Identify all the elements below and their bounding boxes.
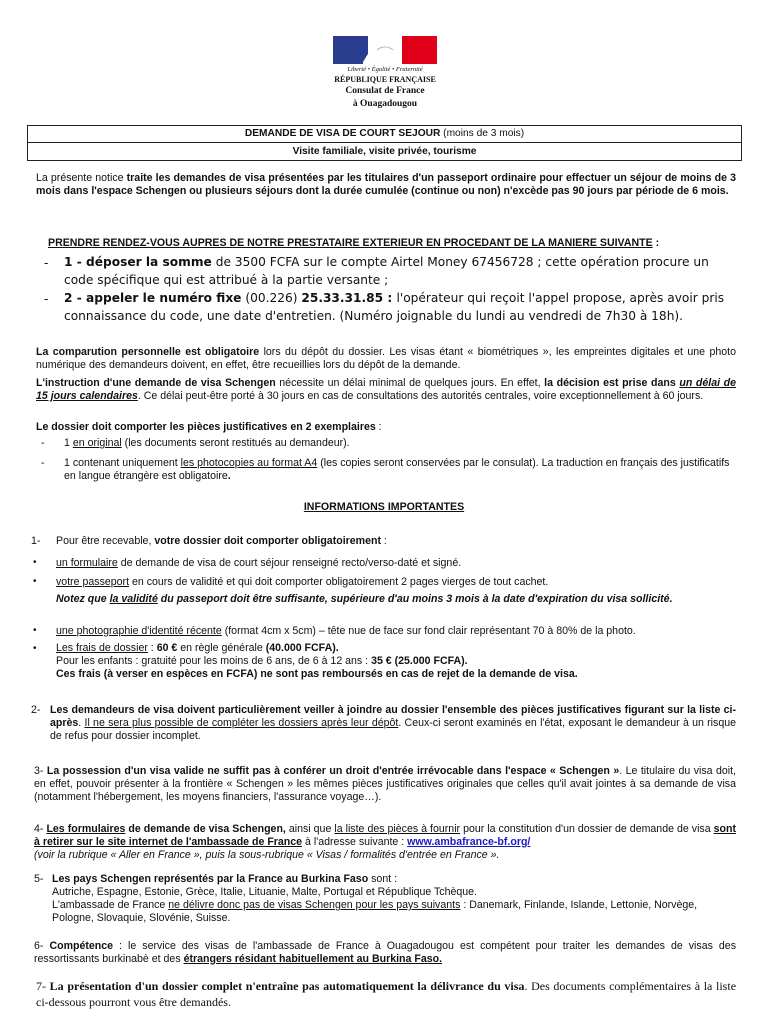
consulate-city: à Ouagadougou [352,99,418,109]
bullet-icon: • [33,576,37,587]
passport-validity-note: Notez que la validité du passeport doit être suffisante, supérieure d'au moins 3 mois à la date d'expiration du visa sollicité. [56,593,673,605]
photo-requirement: une photographie d'identité récente (format 4cm x 5cm) – tête nue de face sur fond clair représentant 70 à 80% de la photo. [56,625,636,637]
appointment-step-1: 1 - déposer la somme de 3500 FCFA sur le compte Airtel Money 67456728 ; cette opération procure un code spécifique qui est attribué à la partie versante ; [64,255,709,288]
dash-bullet: - [44,256,49,270]
copies-heading: Le dossier doit comporter les pièces justificatives en 2 exemplaires : [36,421,382,433]
visa-duration: (moins de 3 mois) [440,128,525,139]
consulate-name: Consulat de France [345,86,425,96]
processing-delay-paragraph: L'instruction d'une demande de visa Schengen nécessite un délai minimal de quelques jours. En effet, la décision est prise dans un délai de 15 jours calendaires. Ce délai peut-être porté à 30 jours en cas de consultations des autorités centrales, voire exceptionnellement à 60 jours. [36,377,736,402]
bullet-icon: • [33,625,37,636]
item-2-text: Les demandeurs de visa doivent particulièrement veiller à joindre au dossier l'ensemble des pièces justificatives figurant sur la liste ci-après. Il ne sera plus possible de compléter les dossiers après leur dépôt. Ceux-ci seront examinés en l'état, exposant le demandeur à un risque de refus pour dossier incomplet. [50,704,737,742]
intro-paragraph: La présente notice traite les demandes de visa présentées par les titulaires d'un passeport ordinaire pour effectuer un séjour de moins de 3 mois dans l'espace Schengen ou plusieurs séjours dont la durée cumulée (continue ou non) n'excède pas 90 jours par période de 6 mois. [36,172,737,197]
item-7-text: 7- La présentation d'un dossier complet n'entraîne pas automatiquement la délivrance du visa. Des documents complémentaires à la liste ci-dessous pourront vous être demandés. [36,979,737,1009]
appointment-heading: PRENDRE RENDEZ-VOUS AUPRES DE NOTRE PRESTATAIRE EXTERIEUR EN PROCEDANT DE LA MANIERE SUIVANTE : [48,237,660,249]
ambassy-website-link[interactable]: www.ambafrance-bf.org/ [407,835,531,848]
item-number-6: 6- [34,940,44,952]
title-box [27,125,742,161]
visa-type-title: DEMANDE DE VISA DE COURT SEJOUR [244,128,441,139]
form-requirement: un formulaire de demande de visa de court séjour renseigné recto/verso-daté et signé. [56,557,462,569]
photocopy-item: 1 contenant uniquement les photocopies au format A4 (les copies seront conservées par le consulat). La traduction en français des justificatifs en langue étrangère est obligatoire. [64,457,730,482]
item-3-text: 3- La possession d'un visa valide ne suffit pas à conférer un droit d'entrée irrévocable dans l'espace « Schengen ». Le titulaire du visa doit, en effet, pouvoir présenter à la frontière « Schengen » les mêmes pièces justificatives originales que celles qu'il avait jointes à sa demande de visa (notamment l'hébergement, les moyens financiers, l'assurance voyage…). [34,765,736,803]
dash-bullet: - [44,292,49,306]
visa-purpose: Visite familiale, visite privée, tourisme [292,146,477,157]
excluded-countries: L'ambassade de France ne délivre donc pas de visas Schengen pour les pays suivants : Danemark, Finlande, Islande, Lettonie, Norvège, Pologne, Slovaquie, Slovénie, Suisse. [52,899,698,924]
item-1-text: Pour être recevable, votre dossier doit comporter obligatoirement : [56,535,387,547]
schengen-countries: Autriche, Espagne, Estonie, Grèce, Italie, Lituanie, Malte, Portugal et République Tchèque. [52,886,477,898]
personal-appearance-paragraph: La comparution personnelle est obligatoire lors du dépôt du dossier. Les visas étant « biométriques », les empreintes digitales et une photo numérique des demandeurs doivent, en effet, être recueillies lors du dépôt de la demande. [36,346,736,371]
republic-name: RÉPUBLIQUE FRANÇAISE [334,75,436,84]
original-copy-item: 1 en original (les documents seront restitués au demandeur). [64,437,350,449]
item-number-3: 3- [34,765,44,777]
bullet-icon: • [33,643,37,654]
item-number-1: 1- [31,535,41,547]
item-number-2: 2- [31,704,41,716]
passport-requirement: votre passeport en cours de validité et qui doit comporter obligatoirement 2 pages vierges de tout cachet. [56,576,549,588]
dash-bullet: - [41,437,45,449]
important-info-heading: INFORMATIONS IMPORTANTES [303,501,465,513]
appointment-step-2: 2 - appeler le numéro fixe (00.226) 25.33.31.85 : l'opérateur qui reçoit l'appel propose, après avoir pris connaissance du code, une date d'entretien. (Numéro joignable du lundi au vendredi de 7h30 à 18h). [64,291,725,324]
marianne-flag-icon [333,36,437,64]
item-6-text: 6- Compétence : le service des visas de l'ambassade de France à Ouagadougou est compétent pour traiter les demandes de visas des ressortissants burkinabè et des étrangers résidant habituellement au Burkina Faso. [34,940,736,965]
item-4-text: 4- Les formulaires de demande de visa Schengen, ainsi que la liste des pièces à fournir pour la constitution d'un dossier de demande de visa sont à retirer sur le site internet de l'ambassade de France à l'adresse suivante : www.ambafrance-bf.org/ (voir la rubrique « Aller en France », puis la sous-rubrique « Visas / formalités d'entrée en France ». [34,823,736,861]
item-number-4: 4- [34,823,44,835]
dash-bullet: - [41,457,45,469]
bullet-icon: • [33,557,37,568]
fees-requirement: Les frais de dossier : 60 € en règle générale (40.000 FCFA). Pour les enfants : gratuité pour les moins de 6 ans, de 6 à 12 ans : 35 € (25.000 FCFA). Ces frais (à verser en espèces en FCFA) ne sont pas remboursés en cas de rejet de la demande de visa. [56,642,578,680]
item-5-text: Les pays Schengen représentés par la France au Burkina Faso sont : [52,873,398,885]
republic-logo [333,36,437,64]
item-number-5: 5- [34,873,44,885]
motto: Liberté • Égalité • Fraternité [347,66,423,73]
item-number-7: 7- [36,979,46,993]
